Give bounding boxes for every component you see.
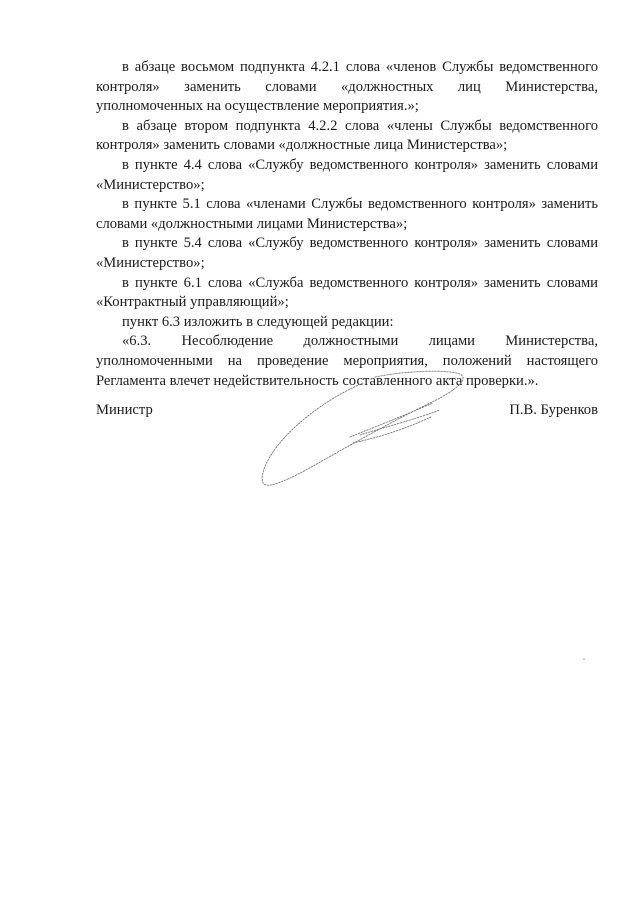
paragraph-5-1: в пункте 5.1 слова «членами Службы ведомственного контроля» заменить словами «должностными лицами Министерства»; xyxy=(96,196,598,232)
signer-name: П.В. Буренков xyxy=(509,402,598,418)
handwritten-signature xyxy=(255,365,470,500)
position-title: Министр xyxy=(96,402,153,418)
scan-speck xyxy=(583,658,585,660)
paragraph-6-3-text: «6.3. Несоблюдение должностными лицами Министерства, уполномоченными на проведение мероприятия, положений настоящего Регламента влечет недействительность составленного акта проверки.». xyxy=(96,333,598,389)
paragraph-6-3-intro: пункт 6.3 изложить в следующей редакции: xyxy=(122,313,394,330)
document-body xyxy=(96,58,598,391)
paragraph-4-2-2: в абзаце втором подпункта 4.2.2 слова «члены Службы ведомственного контроля» заменить словами «должностные лица Министерства»; xyxy=(96,117,598,154)
paragraph-6-1: в пункте 6.1 слова «Служба ведомственного контроля» заменить словами «Контрактный управляющий»; xyxy=(96,274,598,311)
paragraph-4-4: в пункте 4.4 слова «Службу ведомственного контроля» заменить словами «Министерство»; xyxy=(96,156,598,193)
paragraph-4-2-1: в абзаце восьмом подпункта 4.2.1 слова «членов Службы ведомственного контроля» заменить словами «должностных лиц Министерства, уполномоченных на осуществление мероприятия.»; xyxy=(96,59,598,115)
paragraph-5-4: в пункте 5.4 слова «Службу ведомственного контроля» заменить словами «Министерство»; xyxy=(96,235,598,271)
